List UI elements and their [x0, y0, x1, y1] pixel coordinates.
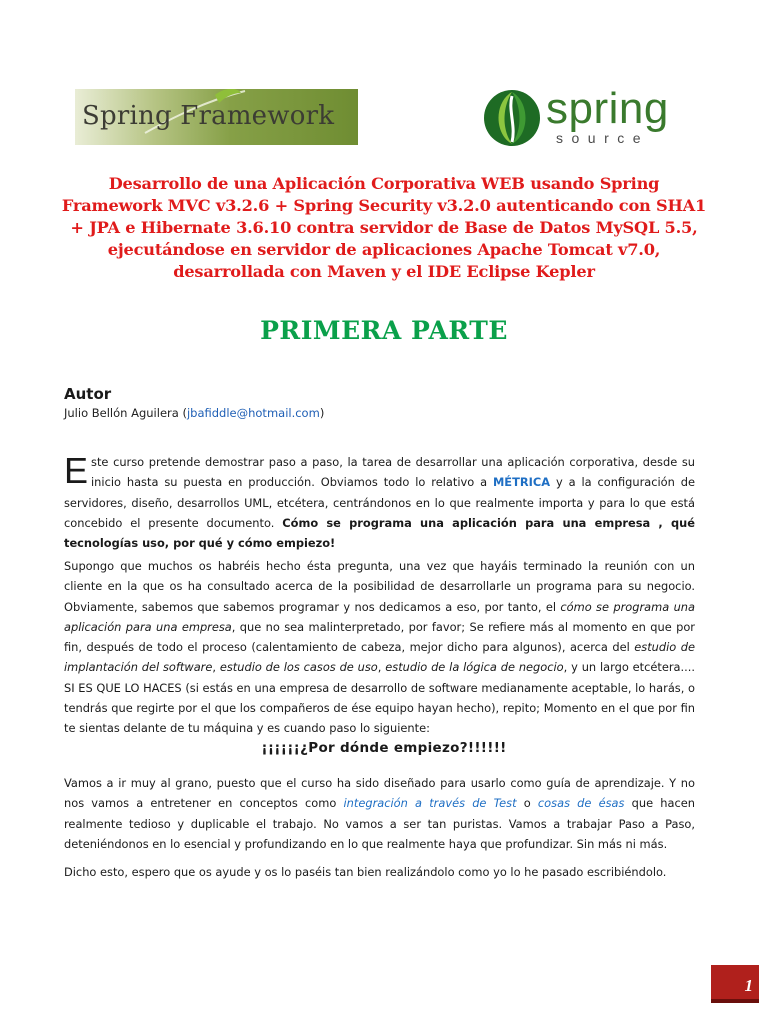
springsource-logo-word: spring — [546, 84, 669, 133]
p3-text-1: Vamos a ir muy al grano, puesto que el curso ha sido diseñado para usarlo como guía de aprendizaje. Y no nos vamos a entretener en conceptos como — [64, 776, 695, 811]
intro-paragraph — [64, 452, 695, 553]
p2-italic-4: estudio de la lógica de negocio — [385, 660, 564, 675]
part-heading: PRIMERA PARTE — [260, 316, 508, 345]
p2-text-5: , y un largo etcétera.... SI ES QUE LO HACES (si estás en una empresa de desarrollo de software medianamente aceptable, lo harás, o tendrás que regirte por el que los compañeros de ése equipo hayan hecho), repito; Momento en el que por fin te sientas delante de tu máquina y es cuando paso lo siguiente: — [64, 660, 696, 736]
metrica-link[interactable]: MÉTRICA — [492, 475, 551, 490]
author-heading: Autor — [64, 385, 112, 403]
p2-text-1: Supongo que muchos os habréis hecho ésta pregunta, una vez que hayáis terminado la reunión con un cliente en la que os ha consultado acerca de la posibilidad de desarrollarle un programa para su negocio. Obviamente, sabemos que sabemos programar y nos dedicamos a eso, por tanto, el — [64, 559, 695, 614]
page-number-box — [711, 965, 759, 1003]
author-name: Julio Bellón Aguilera — [64, 406, 179, 420]
p3-link-1[interactable]: integración a través de Test — [343, 796, 517, 811]
intro-text-b: y a la configuración de servidores, diseño, desarrollos UML, etcétera, centrándonos en lo que realmente importa y para lo que está concebido el presente documento. — [64, 475, 695, 530]
page-number: 1 — [744, 976, 753, 995]
spring-framework-logo — [75, 89, 358, 145]
author-line: Julio Bellón Aguilera (jbafiddle@hotmail.com) — [64, 406, 325, 420]
p2-italic-1: cómo se programa una aplicación para una empresa — [64, 599, 695, 634]
spring-framework-logo-text: Spring Framework — [82, 101, 335, 131]
author-email-link[interactable]: jbafiddle@hotmail.com — [186, 406, 320, 420]
p3-text-2: o — [516, 796, 538, 811]
third-paragraph — [64, 773, 695, 854]
drop-cap: E — [64, 450, 89, 491]
springsource-logo — [482, 86, 692, 150]
p2-italic-2: estudio de implantación del software — [64, 640, 695, 675]
intro-text-a: ste curso pretende demostrar paso a paso, la tarea de desarrollar una aplicación corporativa, desde su inicio hasta su puesta en producción. Obviamos todo lo relativo a — [91, 455, 695, 490]
p2-text-3: , — [212, 660, 220, 675]
p2-italic-3: estudio de los casos de uso — [219, 660, 378, 675]
springsource-logo-sub: source — [556, 130, 650, 146]
document-title: Desarrollo de una Aplicación Corporativa WEB usando Spring Framework MVC v3.2.6 + Spring Security v3.2.0 autenticando con SHA1 + JPA e Hibernate 3.6.10 contra servidor de Base de Datos MySQL 5.5, ejecutándose en servidor de aplicaciones Apache Tomcat v7.0, desarrollada con Maven y el IDE Eclipse Kepler — [61, 174, 707, 281]
second-paragraph — [64, 556, 695, 739]
p2-text-2: , que no sea malinterpretado, por favor; Se refiere más al momento en que por fin, después de todo el proceso (calentamiento de cabeza, mejor dicho para algunos), acerca del — [64, 619, 695, 655]
closing-paragraph: Dicho esto, espero que os ayude y os lo paséis tan bien realizándolo como yo lo he pasado escribiéndolo. — [64, 865, 667, 879]
intro-bold-question: Cómo se programa una aplicación para una empresa , qué tecnologías uso, por qué y cómo empiezo! — [64, 515, 695, 551]
p3-text-3: que hacen realmente tedioso y duplicable el trabajo. No vamos a ser tan puristas. Vamos a trabajar Paso a Paso, deteniéndonos en lo esencial y profundizando en lo que realmente haya que profundizar. Sin más ni más. — [64, 796, 695, 851]
p3-link-2[interactable]: cosas de ésas — [537, 796, 625, 811]
p2-text-4: , — [377, 660, 386, 675]
springsource-leaf-icon — [482, 86, 546, 150]
subheading: ¡¡¡¡¡¡¿Por dónde empiezo?!!!!!! — [261, 740, 507, 756]
